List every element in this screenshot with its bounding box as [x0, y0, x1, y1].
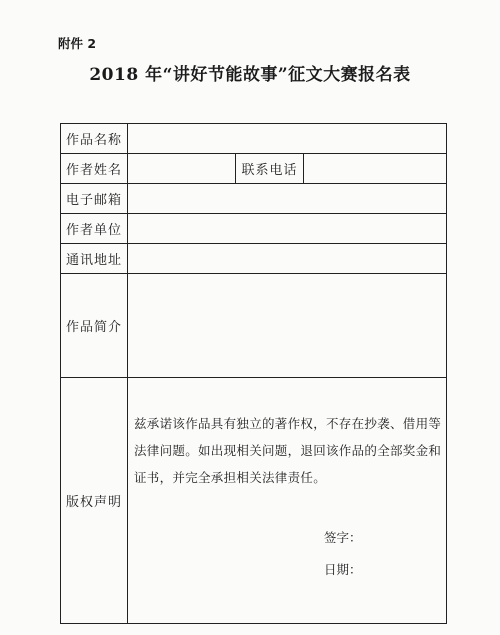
intro-field[interactable]	[128, 274, 447, 378]
work-name-label: 作品名称	[61, 124, 128, 154]
author-name-field[interactable]	[128, 154, 236, 184]
date-label: 日期：	[324, 562, 362, 577]
row-work-name	[61, 124, 447, 154]
row-address	[61, 244, 447, 274]
copyright-label: 版权声明	[61, 378, 128, 624]
row-copyright	[61, 378, 447, 624]
employer-label: 作者单位	[61, 214, 128, 244]
copyright-statement: 兹承诺该作品具有独立的著作权，不存在抄袭、借用等法律问题。如出现相关问题，退回该作品的全部奖金和证书，并完全承担相关法律责任。	[134, 416, 442, 485]
row-email	[61, 184, 447, 214]
email-field[interactable]	[128, 184, 447, 214]
address-label: 通讯地址	[61, 244, 128, 274]
employer-field[interactable]	[128, 214, 447, 244]
address-field[interactable]	[128, 244, 447, 274]
row-author-name	[61, 154, 447, 184]
page-title: 2018 年“讲好节能故事”征文大赛报名表	[89, 65, 411, 85]
phone-field[interactable]	[304, 154, 447, 184]
email-label: 电子邮箱	[61, 184, 128, 214]
attachment-label: 附件 2	[58, 36, 97, 51]
author-name-label: 作者姓名	[61, 154, 128, 184]
work-name-field[interactable]	[128, 124, 447, 154]
signature-label: 签字：	[324, 530, 362, 545]
phone-label: 联系电话	[236, 154, 304, 184]
row-intro	[61, 274, 447, 378]
row-employer	[61, 214, 447, 244]
copyright-cell	[128, 378, 447, 624]
intro-label: 作品简介	[61, 274, 128, 378]
registration-form-table	[60, 123, 447, 624]
